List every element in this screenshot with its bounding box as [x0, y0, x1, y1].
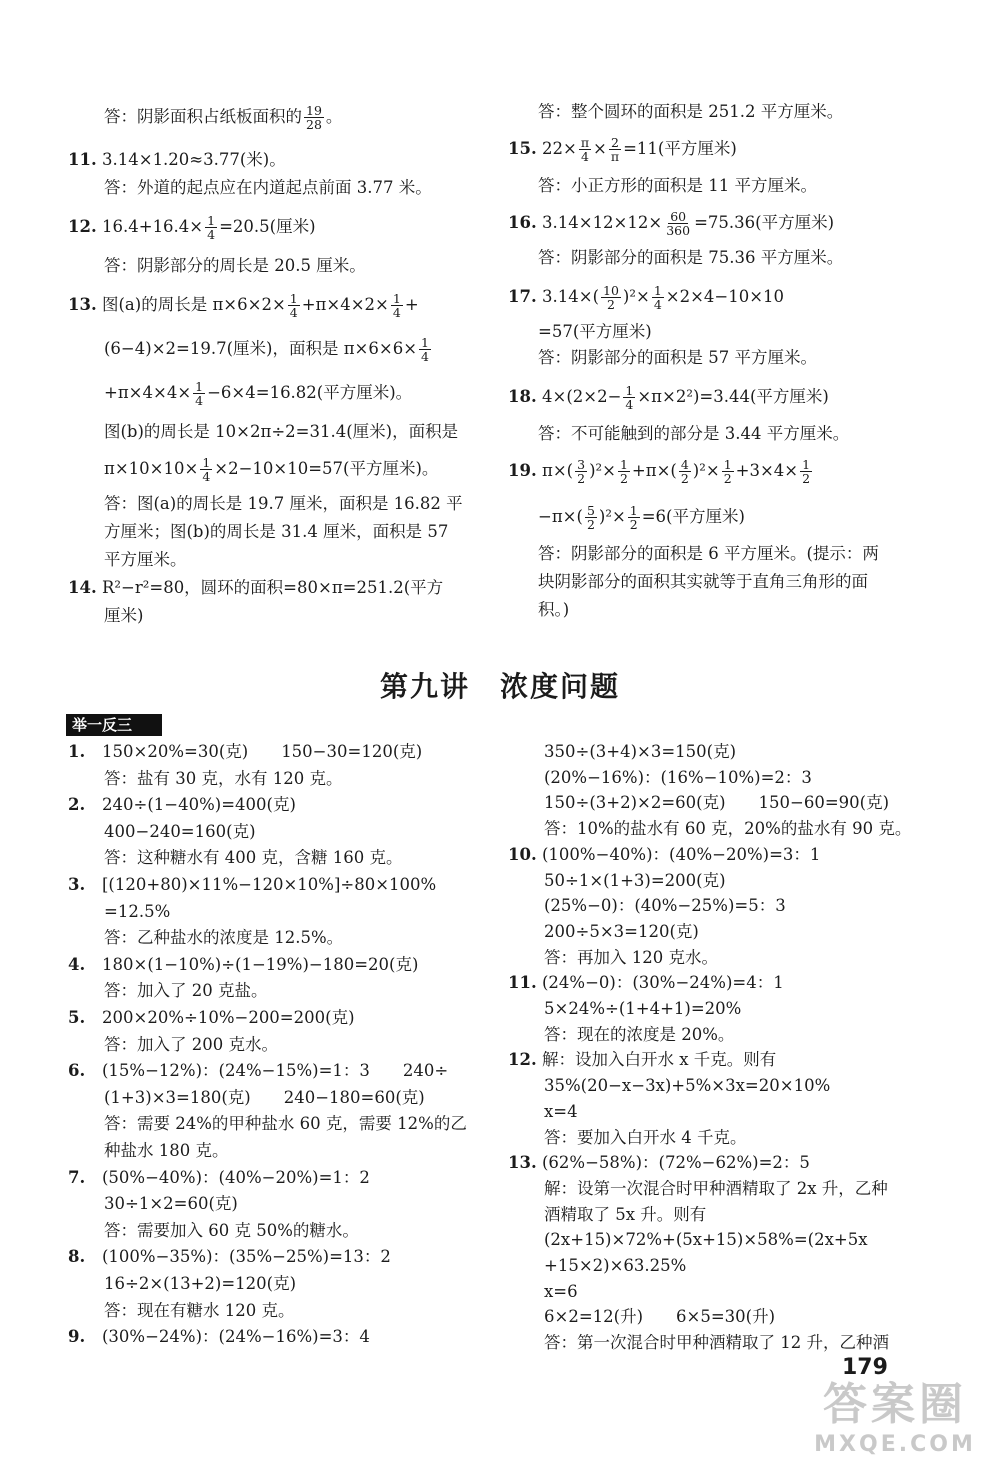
answer-line: [104, 1299, 294, 1323]
question-number: 2.: [68, 795, 86, 815]
fraction: $\frac{1}{2}$: [629, 503, 638, 532]
line-text: 240÷(1−40%)=400(克): [102, 795, 296, 815]
question-line: [68, 1059, 448, 1083]
section-tag: 举一反三: [66, 714, 162, 736]
question-13-line-1: 13. 图(a)的周长是 π×6×2× $\frac{1}{4}$ +π×4×2× $\frac{1}{4}$ +: [68, 291, 419, 320]
answer-line: [104, 979, 268, 1003]
answer-line: [544, 1228, 868, 1252]
line-text: 400−240=160(克): [104, 821, 256, 841]
line-text: 350÷(3+4)×3=150(克): [544, 742, 737, 761]
line-text: 150×20%=30(克) 150−30=120(克): [102, 742, 423, 761]
answer-line: [104, 846, 402, 870]
question-number: 10.: [508, 844, 537, 864]
fraction: $\frac{1}{2}$: [802, 457, 811, 486]
question-number: 9.: [68, 1327, 86, 1347]
question-number: 1.: [68, 742, 86, 761]
line-text: 答：再加入 120 克水。: [544, 947, 718, 967]
line-text: 答：现在有糖水 120 克。: [104, 1300, 295, 1320]
line-text: x=6: [544, 1281, 578, 1301]
question-line: [508, 1048, 776, 1072]
answer-line: [544, 817, 911, 841]
answer-19-line-2: 块阴影部分的面积其实就等于直角三角形的面: [538, 572, 868, 591]
question-11: 11. 3.14×1.20≈3.77(米)。: [68, 150, 286, 169]
question-line: [508, 843, 820, 867]
answer-line: [104, 926, 343, 950]
line-text: 酒精取了 5x 升。则有: [544, 1204, 707, 1224]
line-text: 50÷1×(1+3)=200(克): [544, 870, 726, 890]
answer-13-line-1: 答：图(a)的周长是 19.7 厘米，面积是 16.82 平: [104, 494, 463, 513]
fraction: $\frac{10}{2}$: [603, 283, 619, 312]
line-text: 30÷1×2=60(克): [104, 1194, 238, 1214]
question-line: [68, 1006, 355, 1030]
answer-line: [544, 997, 741, 1021]
line-text: [(120+80)×11%−120×10%]÷80×100%: [102, 875, 437, 894]
line-text: 答：要加入白开水 4 千克。: [544, 1127, 747, 1147]
answer-line: [544, 1203, 706, 1227]
fraction: $\frac{19}{28}$: [306, 103, 322, 132]
answer-line: [544, 791, 889, 815]
fraction: $\frac{60}{360}$: [666, 209, 691, 238]
line-text: 解：设第一次混合时甲种酒精取了 2x 升，乙种: [544, 1178, 888, 1198]
line-text: (1+3)×3=180(克) 240−180=60(克): [104, 1087, 425, 1107]
answer-line: [104, 1112, 467, 1136]
fraction: $\frac{1}{2}$: [723, 457, 732, 486]
line-text: 答：盐有 30 克，水有 120 克。: [104, 768, 343, 788]
answer-line: [104, 1086, 425, 1110]
fraction: $\frac{1}{4}$: [653, 283, 662, 312]
question-number: 8.: [68, 1247, 86, 1267]
question-line: [68, 953, 418, 977]
question-13-line-5: π×10×10× $\frac{1}{4}$ ×2−10×10=57(平方厘米)。: [104, 455, 439, 484]
answer-12: 答：阴影部分的周长是 20.5 厘米。: [104, 256, 366, 275]
line-text: (2x+15)×72%+(5x+15)×58%=(2x+5x: [544, 1230, 868, 1250]
question-line: [68, 793, 296, 817]
question-19-line-2: −π×( $\frac{5}{2}$ )²× $\frac{1}{2}$ =6(平方厘米): [538, 503, 745, 532]
fraction: $\frac{1}{4}$: [202, 455, 211, 484]
answer-15: 答：小正方形的面积是 11 平方厘米。: [538, 176, 817, 195]
line-text: +15×2)×63.25%: [544, 1256, 687, 1275]
line-text: (15%−12%)：(24%−15%)=1：3 240÷: [102, 1061, 449, 1081]
line-text: 200×20%÷10%−200=200(克): [102, 1008, 355, 1027]
line-text: 答：现在的浓度是 20%。: [544, 1024, 735, 1044]
watermark-logo: [800, 1378, 990, 1468]
line-text: 答：这种糖水有 400 克，含糖 160 克。: [104, 848, 403, 868]
answer-line: [104, 1139, 228, 1163]
question-13-line-4: 图(b)的周长是 10×2π÷2=31.4(厘米)，面积是: [104, 422, 459, 441]
line-text: =12.5%: [104, 901, 171, 921]
answer-line: [544, 766, 812, 790]
question-number: 12.: [508, 1050, 537, 1070]
fraction: $\frac{1}{4}$: [207, 213, 216, 242]
question-number: 6.: [68, 1061, 86, 1081]
question-line: [68, 873, 436, 897]
question-18: 18. 4×(2×2− $\frac{1}{4}$ ×π×2²)=3.44(平方厘米): [508, 383, 829, 412]
answer-19-line-1: 答：阴影部分的面积是 6 平方厘米。(提示：两: [538, 544, 879, 563]
fraction: $\frac{1}{4}$: [195, 379, 204, 408]
question-12: 12. 16.4+16.4× $\frac{1}{4}$ =20.5(厘米): [68, 213, 316, 242]
line-text: 答：需要 24%的甲种盐水 60 克，需要 12%的乙: [104, 1114, 467, 1134]
question-number: 3.: [68, 875, 86, 894]
fraction: $\frac{3}{2}$: [577, 457, 586, 486]
question-16: 16. 3.14×12×12× $\frac{60}{360}$ =75.36(平方厘米): [508, 209, 835, 238]
line-text: (20%−16%)：(16%−10%)=2：3: [544, 767, 812, 787]
line-text: 答：需要加入 60 克 50%的糖水。: [104, 1220, 359, 1240]
question-line: [68, 1325, 370, 1349]
answer-line: [104, 1192, 238, 1216]
question-number: 7.: [68, 1167, 86, 1187]
line-text: 种盐水 180 克。: [104, 1141, 229, 1160]
answer-line: [544, 894, 786, 918]
answer-line: [104, 1219, 359, 1243]
answer-16: 答：阴影部分的面积是 75.36 平方厘米。: [538, 248, 844, 267]
answer-line: [544, 1305, 775, 1329]
answer-line: [544, 1074, 830, 1098]
line-text: (30%−24%)：(24%−16%)=3：4: [102, 1327, 370, 1347]
question-line: [68, 740, 422, 764]
answer-line: [104, 1033, 278, 1057]
answer-13-line-3: 平方厘米。: [104, 550, 187, 569]
fraction: $\frac{5}{2}$: [586, 503, 595, 532]
answer-line: [544, 1126, 747, 1150]
question-19-line-1: 19. π×( $\frac{3}{2}$ )²× $\frac{1}{2}$ +π×( $\frac{4}{2}$ )²× $\frac{1}{2}$ +3×4× $\frac{1}{2}$: [508, 457, 811, 486]
answer-line: [104, 820, 256, 844]
answer-14: 答：整个圆环的面积是 251.2 平方厘米。: [538, 102, 844, 121]
question-number: 13.: [508, 1153, 537, 1173]
line-text: 180×(1−10%)÷(1−19%)−180=20(克): [102, 954, 419, 974]
watermark-text: 答案圈: [823, 1379, 967, 1430]
question-line: [508, 971, 784, 995]
line-text: 5×24%÷(1+4+1)=20%: [544, 999, 742, 1018]
fraction: $\frac{1}{4}$: [392, 291, 401, 320]
answer-line: [544, 1280, 578, 1304]
answer-line: [544, 1100, 578, 1124]
answer-11: 答：外道的起点应在内道起点前面 3.77 米。: [104, 178, 432, 197]
answer-10: 答：阴影面积占纸板面积的 $\frac{19}{28}$ 。: [104, 103, 343, 132]
line-text: x=4: [544, 1101, 578, 1121]
line-text: 35%(20−x−3x)+5%×3x=20×10%: [544, 1076, 831, 1096]
question-line: [68, 1166, 370, 1190]
line-text: 16÷2×(13+2)=120(克): [104, 1274, 297, 1293]
line-text: (62%−58%)：(72%−62%)=2：5: [542, 1153, 810, 1173]
line-text: (24%−0)：(30%−24%)=4：1: [542, 973, 784, 993]
line-text: 答：第一次混合时甲种酒精取了 12 升，乙种酒: [544, 1333, 889, 1353]
fraction: $\frac{1}{4}$: [625, 383, 634, 412]
answer-line: [544, 920, 699, 944]
fraction: $\frac{4}{2}$: [680, 457, 689, 486]
question-14-line-1: 14. R²−r²=80，圆环的面积=80×π=251.2(平方: [68, 578, 444, 597]
question-line: [68, 1245, 391, 1269]
question-line: [508, 1151, 810, 1175]
question-number: 11.: [508, 973, 537, 993]
answer-line: [544, 1331, 889, 1355]
question-13-line-3: +π×4×4× $\frac{1}{4}$ −6×4=16.82(平方厘米)。: [104, 379, 413, 408]
line-text: (25%−0)：(40%−25%)=5：3: [544, 896, 786, 916]
answer-line: [544, 1254, 686, 1278]
question-17: 17. 3.14×( $\frac{10}{2}$ )²× $\frac{1}{4}$ ×2×4−10×10: [508, 283, 785, 312]
fraction: $\frac{1}{2}$: [619, 457, 628, 486]
answer-line: [544, 1177, 888, 1201]
line-text: 150÷(3+2)×2=60(克) 150−60=90(克): [544, 793, 890, 813]
question-number: 4.: [68, 954, 86, 974]
answer-line: [544, 740, 736, 764]
answer-line: [104, 1272, 296, 1296]
answer-13-line-2: 方厘米；图(b)的周长是 31.4 厘米，面积是 57: [104, 522, 449, 541]
line-text: (100%−35%)：(35%−25%)=13：2: [102, 1247, 391, 1267]
answer-line: [104, 767, 342, 791]
page-number: 179: [842, 1355, 888, 1380]
question-13-line-2: (6−4)×2=19.7(厘米)，面积是 π×6×6× $\frac{1}{4}$: [104, 335, 429, 364]
line-text: 解：设加入白开水 x 千克。则有: [542, 1050, 777, 1070]
answer-line: [104, 900, 170, 924]
answer-line: [544, 946, 718, 970]
line-text: 6×2=12(升) 6×5=30(升): [544, 1307, 776, 1327]
answer-18: 答：不可能触到的部分是 3.44 平方厘米。: [538, 424, 850, 443]
answer-line: [544, 869, 726, 893]
fraction: $\frac{1}{4}$: [421, 335, 429, 364]
question-14-line-2: 厘米): [104, 606, 144, 625]
question-number: 5.: [68, 1008, 86, 1027]
line-text: 答：加入了 20 克盐。: [104, 981, 268, 1001]
line-text: (50%−40%)：(40%−20%)=1：2: [102, 1167, 370, 1187]
fraction: $\frac{1}{4}$: [289, 291, 298, 320]
question-15: 15. 22× $\frac{\pi}{4}$ × $\frac{2}{\pi}$ =11(平方厘米): [508, 135, 737, 164]
line-text: 200÷5×3=120(克): [544, 921, 699, 941]
answer-17: 答：阴影部分的面积是 57 平方厘米。: [538, 348, 817, 367]
question-17-line-2: =57(平方厘米): [538, 322, 652, 341]
line-text: 答：10%的盐水有 60 克，20%的盐水有 90 克。: [544, 819, 912, 839]
line-text: 答：加入了 200 克水。: [104, 1034, 278, 1054]
fraction: $\frac{\pi}{4}$: [580, 135, 590, 164]
line-text: (100%−40%)：(40%−20%)=3：1: [542, 844, 821, 864]
answer-19-line-3: 积。): [538, 600, 570, 619]
section-title: 第九讲 浓度问题: [379, 670, 620, 703]
fraction: $\frac{2}{\pi}$: [610, 135, 620, 164]
line-text: 答：乙种盐水的浓度是 12.5%。: [104, 928, 344, 948]
watermark-url: MXQE.COM: [814, 1432, 976, 1457]
answer-line: [544, 1023, 734, 1047]
